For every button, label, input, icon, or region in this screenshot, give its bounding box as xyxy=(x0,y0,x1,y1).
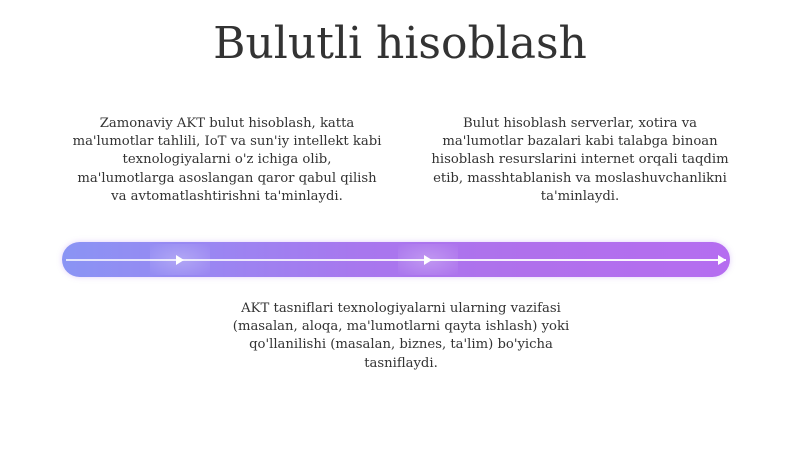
arrow-right-icon xyxy=(176,255,184,265)
text-block-right: Bulut hisoblash serverlar, xotira va ma'lumotlar bazalari kabi talabga binoan hisoblash resurslarini internet orqali taqdim etib, masshtablanish va moslashuvchanlikni ta'minlaydi. xyxy=(431,116,729,204)
arrow-right-icon xyxy=(718,255,726,265)
slide-title: Bulutli hisoblash xyxy=(213,18,587,69)
arrow-right-icon xyxy=(424,255,432,265)
timeline-line xyxy=(66,259,726,261)
text-block-bottom: AKT tasniflari texnologiyalarni ularning vazifasi (masalan, aloqa, ma'lumotlarni qayta ishlash) yoki qo'llanilishi (masalan, biznes, ta'lim) bo'yicha tasniflaydi. xyxy=(232,301,570,371)
text-block-left: Zamonaviy AKT bulut hisoblash, katta ma'lumotlar tahlili, IoT va sun'iy intellekt kabi texnologiyalarni o'z ichiga olib, ma'lumotlarga asoslangan qaror qabul qilish va avtomatlashtirishni ta'minlaydi. xyxy=(72,116,382,204)
